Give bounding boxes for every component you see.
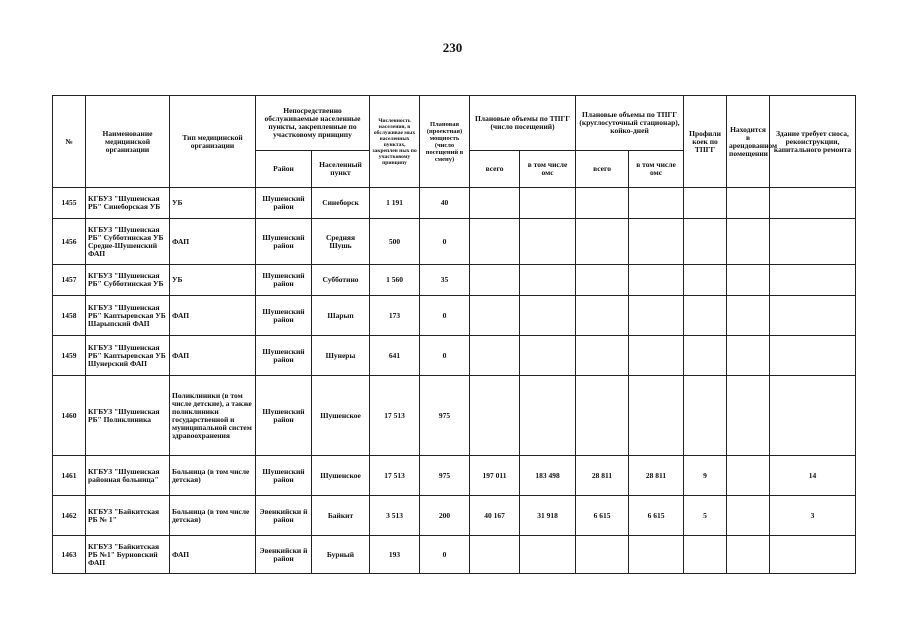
cell-visits-oms [520, 536, 576, 574]
cell-visits-oms [520, 296, 576, 336]
cell-settlement: Синеборск [312, 188, 370, 219]
cell-beds-total: 6 615 [576, 496, 629, 536]
table-row [53, 336, 856, 376]
header-profile: Профили коек по ТПГГ [684, 96, 727, 188]
cell-profile: 5 [684, 496, 727, 536]
cell-population: 1 191 [370, 188, 420, 219]
header-building: Здание требует сноса, реконструкции, капитального ремонта [770, 96, 856, 188]
table-row [53, 296, 856, 336]
cell-type: Поликлиники (в том числе детские), а также поликлиники государственной и муниципальной систем здравоохранения [170, 376, 256, 456]
cell-visits-total [470, 219, 520, 265]
table-row [53, 456, 856, 496]
table-row [53, 536, 856, 574]
cell-settlement: Средняя Шушь [312, 219, 370, 265]
cell-capacity: 40 [420, 188, 470, 219]
cell-capacity: 0 [420, 536, 470, 574]
cell-num: 1459 [53, 336, 86, 376]
cell-org: КГБУЗ "Шушенская РБ" Каптыревская УБ Шарыпский ФАП [86, 296, 170, 336]
cell-visits-oms [520, 188, 576, 219]
header-population: Численность населения, в обслуживае мых населенных пунктах, закреплен ных по участковому принципу [370, 96, 420, 188]
cell-visits-total [470, 536, 520, 574]
cell-type: ФАП [170, 219, 256, 265]
cell-capacity: 0 [420, 336, 470, 376]
cell-population: 3 513 [370, 496, 420, 536]
cell-rented [727, 336, 770, 376]
cell-org: КГБУЗ "Шушенская районная больница" [86, 456, 170, 496]
cell-population: 17 513 [370, 456, 420, 496]
cell-district: Эвенкийски й район [256, 496, 312, 536]
cell-profile [684, 265, 727, 296]
cell-district: Шушенский район [256, 296, 312, 336]
cell-visits-total: 197 011 [470, 456, 520, 496]
cell-visits-total: 40 167 [470, 496, 520, 536]
cell-type: ФАП [170, 296, 256, 336]
cell-building: 14 [770, 456, 856, 496]
cell-beds-total [576, 296, 629, 336]
cell-visits-oms: 31 918 [520, 496, 576, 536]
table-row [53, 188, 856, 219]
cell-org: КГБУЗ "Шушенская РБ" Синеборская УБ [86, 188, 170, 219]
cell-rented [727, 456, 770, 496]
cell-type: ФАП [170, 336, 256, 376]
cell-district: Эвенкийски й район [256, 536, 312, 574]
cell-capacity: 0 [420, 296, 470, 336]
cell-settlement: Байкит [312, 496, 370, 536]
cell-building [770, 336, 856, 376]
medical-organizations-table [52, 95, 856, 574]
cell-beds-total [576, 219, 629, 265]
cell-num: 1460 [53, 376, 86, 456]
cell-rented [727, 376, 770, 456]
cell-visits-oms [520, 336, 576, 376]
cell-settlement: Шунеры [312, 336, 370, 376]
cell-beds-oms [629, 265, 684, 296]
cell-visits-oms [520, 219, 576, 265]
cell-population: 641 [370, 336, 420, 376]
cell-beds-total: 28 811 [576, 456, 629, 496]
cell-beds-total [576, 265, 629, 296]
cell-visits-oms [520, 376, 576, 456]
cell-type: УБ [170, 188, 256, 219]
cell-building [770, 219, 856, 265]
cell-beds-oms [629, 296, 684, 336]
cell-num: 1455 [53, 188, 86, 219]
header-capacity: Плановая (проектная) мощность (число посещений в смену) [420, 96, 470, 188]
header-type: Тип медицинской организации [170, 96, 256, 188]
cell-profile [684, 219, 727, 265]
cell-visits-oms [520, 265, 576, 296]
cell-type: Больница (в том числе детская) [170, 496, 256, 536]
cell-type: Больница (в том числе детская) [170, 456, 256, 496]
header-num: № [53, 96, 86, 188]
cell-district: Шушенский район [256, 376, 312, 456]
cell-profile [684, 336, 727, 376]
cell-district: Шушенский район [256, 456, 312, 496]
cell-settlement: Бурный [312, 536, 370, 574]
cell-num: 1457 [53, 265, 86, 296]
header-visits-total: всего [470, 151, 520, 188]
cell-num: 1456 [53, 219, 86, 265]
header-visits-oms: в том числе омс [520, 151, 576, 188]
cell-visits-total [470, 296, 520, 336]
cell-population: 173 [370, 296, 420, 336]
cell-org: КГБУЗ "Байкитская РБ №1" Бурновский ФАП [86, 536, 170, 574]
cell-org: КГБУЗ "Шушенская РБ" Каптыревская УБ Шунерский ФАП [86, 336, 170, 376]
cell-population: 500 [370, 219, 420, 265]
cell-org: КГБУЗ "Шушенская РБ" Субботинская УБ Средне-Шушенский ФАП [86, 219, 170, 265]
cell-beds-total [576, 536, 629, 574]
cell-settlement: Субботино [312, 265, 370, 296]
header-rented: Находится в арендованном помещении [727, 96, 770, 188]
cell-beds-total [576, 188, 629, 219]
cell-rented [727, 219, 770, 265]
cell-profile [684, 296, 727, 336]
cell-visits-total [470, 336, 520, 376]
cell-district: Шушенский район [256, 336, 312, 376]
cell-profile [684, 188, 727, 219]
cell-profile: 9 [684, 456, 727, 496]
cell-building [770, 376, 856, 456]
table-row [53, 265, 856, 296]
cell-type: УБ [170, 265, 256, 296]
cell-beds-oms [629, 219, 684, 265]
cell-district: Шушенский район [256, 219, 312, 265]
cell-num: 1461 [53, 456, 86, 496]
cell-visits-oms: 183 498 [520, 456, 576, 496]
cell-building [770, 265, 856, 296]
cell-num: 1463 [53, 536, 86, 574]
cell-num: 1462 [53, 496, 86, 536]
cell-beds-total [576, 376, 629, 456]
cell-org: КГБУЗ "Байкитская РБ № 1" [86, 496, 170, 536]
cell-settlement: Шушенское [312, 456, 370, 496]
header-beds-oms: в том числе омс [629, 151, 684, 188]
cell-building [770, 536, 856, 574]
cell-settlement: Шушенское [312, 376, 370, 456]
cell-beds-oms: 6 615 [629, 496, 684, 536]
cell-beds-oms [629, 336, 684, 376]
cell-rented [727, 265, 770, 296]
cell-type: ФАП [170, 536, 256, 574]
cell-org: КГБУЗ "Шушенская РБ" Субботинская УБ [86, 265, 170, 296]
page-number: 230 [442, 40, 463, 55]
cell-visits-total [470, 376, 520, 456]
header-org: Наименование медицинской организации [86, 96, 170, 188]
header-tpgg-beds: Плановые объемы по ТПГГ (круглосуточный стационар), койко-дней [576, 96, 684, 151]
header-served: Непосредственно обслуживаемые населенные пункты, закрепленные по участковому принципу [256, 96, 370, 151]
cell-beds-total [576, 336, 629, 376]
cell-beds-oms [629, 188, 684, 219]
cell-settlement: Шарып [312, 296, 370, 336]
header-beds-total: всего [576, 151, 629, 188]
cell-population: 193 [370, 536, 420, 574]
header-settlement: Населенный пункт [312, 151, 370, 188]
cell-rented [727, 188, 770, 219]
cell-building [770, 188, 856, 219]
cell-capacity: 35 [420, 265, 470, 296]
cell-capacity: 975 [420, 376, 470, 456]
cell-rented [727, 536, 770, 574]
cell-num: 1458 [53, 296, 86, 336]
cell-profile [684, 376, 727, 456]
cell-beds-oms [629, 536, 684, 574]
table-row [53, 219, 856, 265]
cell-visits-total [470, 188, 520, 219]
cell-rented [727, 296, 770, 336]
cell-profile [684, 536, 727, 574]
cell-district: Шушенский район [256, 188, 312, 219]
header-tpgg-visits: Плановые объемы по ТПГГ (число посещений) [470, 96, 576, 151]
cell-org: КГБУЗ "Шушенская РБ" Поликлиника [86, 376, 170, 456]
cell-beds-oms: 28 811 [629, 456, 684, 496]
cell-building [770, 296, 856, 336]
header-district: Район [256, 151, 312, 188]
cell-building: 3 [770, 496, 856, 536]
cell-population: 1 560 [370, 265, 420, 296]
table-row [53, 496, 856, 536]
cell-capacity: 0 [420, 219, 470, 265]
cell-capacity: 975 [420, 456, 470, 496]
cell-capacity: 200 [420, 496, 470, 536]
cell-beds-oms [629, 376, 684, 456]
table-row [53, 376, 856, 456]
cell-visits-total [470, 265, 520, 296]
cell-rented [727, 496, 770, 536]
cell-population: 17 513 [370, 376, 420, 456]
cell-district: Шушенский район [256, 265, 312, 296]
